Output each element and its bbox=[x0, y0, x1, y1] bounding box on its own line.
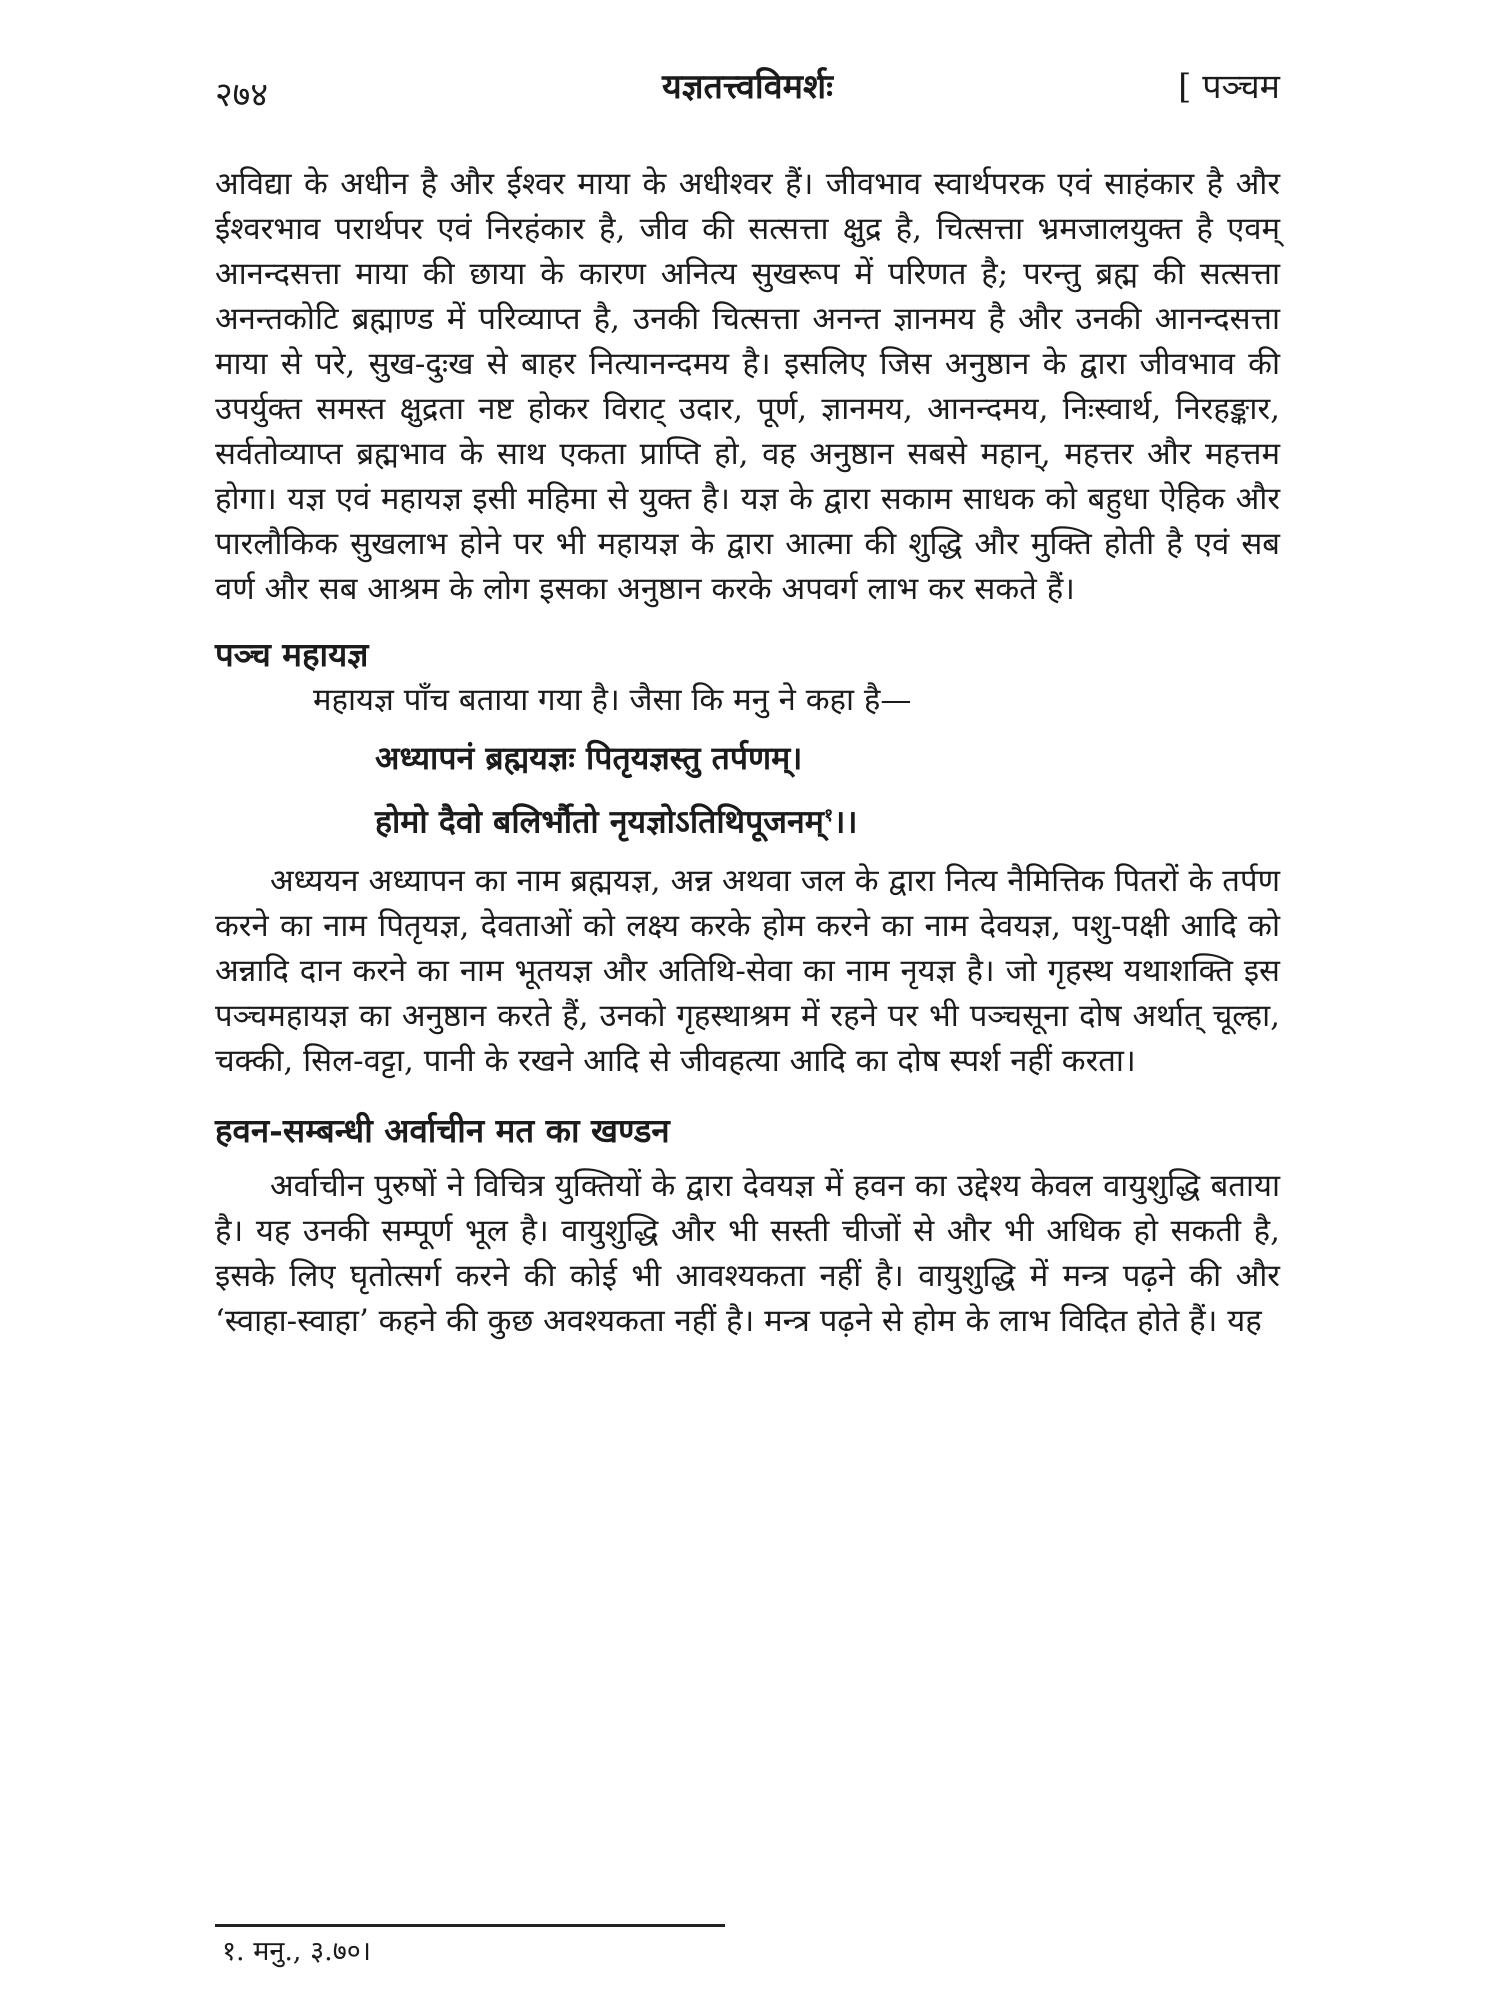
footnote-divider bbox=[215, 1924, 725, 1927]
running-header bbox=[215, 60, 1280, 120]
footnote-reference: १ bbox=[823, 805, 834, 826]
page-number: २७४ bbox=[215, 75, 269, 115]
paragraph-pancha-mahayajna: अध्ययन अध्यापन का नाम ब्रह्मयज्ञ, अन्न अथवा जल के द्वारा नित्य नैमित्तिक पितरों के तर्पण करने का नाम पितृयज्ञ, देवताओं को लक्ष्य करके होम करने का नाम देवयज्ञ, पशु-पक्षी आदि को अन्नादि दान करने का नाम भूतयज्ञ और अतिथि-सेवा का नाम नृयज्ञ है। जो गृहस्थ यथाशक्ति इस पञ्चमहायज्ञ का अनुष्ठान करते हैं, उनको गृहस्थाश्रम में रहने पर भी पञ्चसूना दोष अर्थात् चूल्हा, चक्की, सिल-वट्टा, पानी के रखने आदि से जीवहत्या आदि का दोष स्पर्श नहीं करता। bbox=[215, 862, 1280, 1079]
running-title: यज्ञतत्त्वविमर्शः bbox=[662, 67, 833, 107]
paragraph-continued: अविद्या के अधीन है और ईश्वर माया के अधीश्वर हैं। जीवभाव स्वार्थपरक एवं साहंकार है और ईश्वरभाव परार्थपर एवं निरहंकार है, जीव की सत्सत्ता क्षुद्र है, चित्सत्ता भ्रमजालयुक्त है एवम् आनन्दसत्ता माया की छाया के कारण अनित्य सुखरूप में परिणत है; परन्तु ब्रह्म की सत्सत्ता अनन्तकोटि ब्रह्माण्ड में परिव्याप्त है, उनकी चित्सत्ता अनन्त ज्ञानमय है और उनकी आनन्दसत्ता माया से परे, सुख-दुःख से बाहर नित्यानन्दमय है। इसलिए जिस अनुष्ठान के द्वारा जीवभाव की उपर्युक्त समस्त क्षुद्रता नष्ट होकर विराट् उदार, पूर्ण, ज्ञानमय, आनन्दमय, निःस्वार्थ, निरहङ्कार, सर्वतोव्याप्त ब्रह्मभाव के साथ एकता प्राप्ति हो, वह अनुष्ठान सबसे महान्, महत्तर और महत्तम होगा। यज्ञ एवं महायज्ञ इसी महिमा से युक्त है। यज्ञ के द्वारा सकाम साधक को बहुधा ऐहिक और पारलौकिक सुखलाभ होने पर भी महायज्ञ के द्वारा आत्मा की शुद्धि और मुक्ति होती है एवं सब वर्ण और सब आश्रम के लोग इसका अनुष्ठान करके अपवर्ग लाभ कर सकते हैं। bbox=[215, 166, 1280, 607]
verse-line-1: अध्यापनं ब्रह्मयज्ञः पितृयज्ञस्तु तर्पणम्। bbox=[375, 739, 803, 777]
section-heading-pancha-mahayajna: पञ्च महायज्ञ bbox=[215, 635, 369, 674]
section-heading-havan: हवन-सम्बन्धी अर्वाचीन मत का खण्डन bbox=[215, 1110, 670, 1150]
paragraph-havan: अर्वाचीन पुरुषों ने विचित्र युक्तियों के द्वारा देवयज्ञ में हवन का उद्देश्य केवल वायुशुद्धि बताया है। यह उनकी सम्पूर्ण भूल है। वायुशुद्धि और भी सस्ती चीजों से और भी अधिक हो सकती है, इसके लिए घृतोत्सर्ग करने की कोई भी आवश्यकता नहीं है। वायुशुद्धि में मन्त्र पढ़ने की और ‘स्वाहा-स्वाहा’ कहने की कुछ अवश्यकता नहीं है। मन्त्र पढ़ने से होम के लाभ विदित होते हैं। यह bbox=[215, 1167, 1280, 1339]
verse-line-2 bbox=[375, 787, 1280, 851]
chapter-marker: [ पञ्चम bbox=[1178, 67, 1280, 107]
main-text bbox=[215, 162, 1280, 1344]
verse-block bbox=[215, 729, 1280, 851]
footnote: १. मनु., ३.७०। bbox=[222, 1936, 372, 1967]
verse-introduction: महायज्ञ पाँच बताया गया है। जैसा कि मनु ने कहा है— bbox=[313, 682, 912, 718]
verse-line-2-text: होमो दैवो बलिर्भौतो नृयज्ञोऽतिथिपूजनम् bbox=[375, 802, 824, 841]
verse-end-mark: ।। bbox=[833, 802, 858, 841]
